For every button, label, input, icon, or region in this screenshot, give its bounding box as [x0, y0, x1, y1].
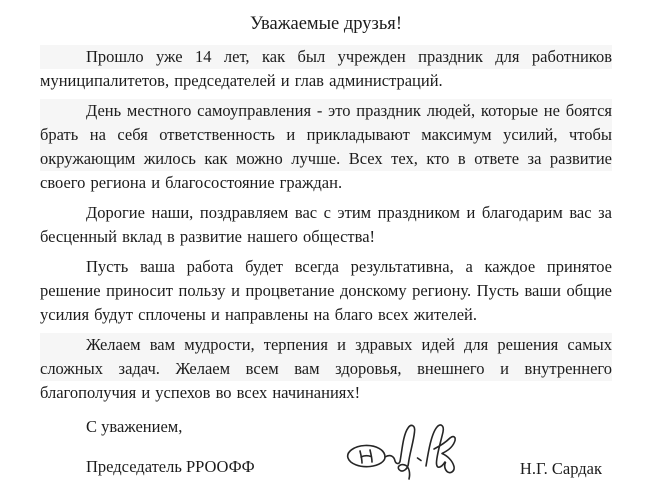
letter-closing: С уважением, [86, 417, 183, 436]
letter-paragraph-4: Пусть ваша работа будет всегда результативна, а каждое принятое решение приносит пользу и процветание донскому региону. Пусть ваши общие усилия будут сплочены и направлены на благо всех жителей. [40, 257, 612, 324]
signer-role: Председатель РРООФФ [86, 457, 255, 476]
letter-paragraph-1: Прошло уже 14 лет, как был учрежден праздник для работников муниципалитетов, председателей и глав администраций. [40, 45, 612, 93]
signature-block [40, 455, 612, 479]
signer-name: Н.Г. Сардак [519, 459, 602, 478]
handwritten-signature-icon [340, 417, 472, 487]
letter-paragraph-3: Дорогие наши, поздравляем вас с этим праздником и благодарим вас за бесценный вклад в развитие нашего общества! [40, 203, 612, 246]
letter-paragraph-2: День местного самоуправления - это праздник людей, которые не боятся брать на себя ответственность и прикладывают максимум усилий, чтобы окружающим жилось как можно лучше. Всех тех, кто в ответе за развитие своего региона и благосостояние граждан. [40, 99, 612, 195]
letter-title: Уважаемые друзья! [250, 14, 402, 34]
letter-paragraph-5: Желаем вам мудрости, терпения и здравых идей для решения самых сложных задач. Желаем всем вам здоровья, внешнего и внутреннего благополучия и успехов во всех начинаниях! [40, 333, 612, 405]
